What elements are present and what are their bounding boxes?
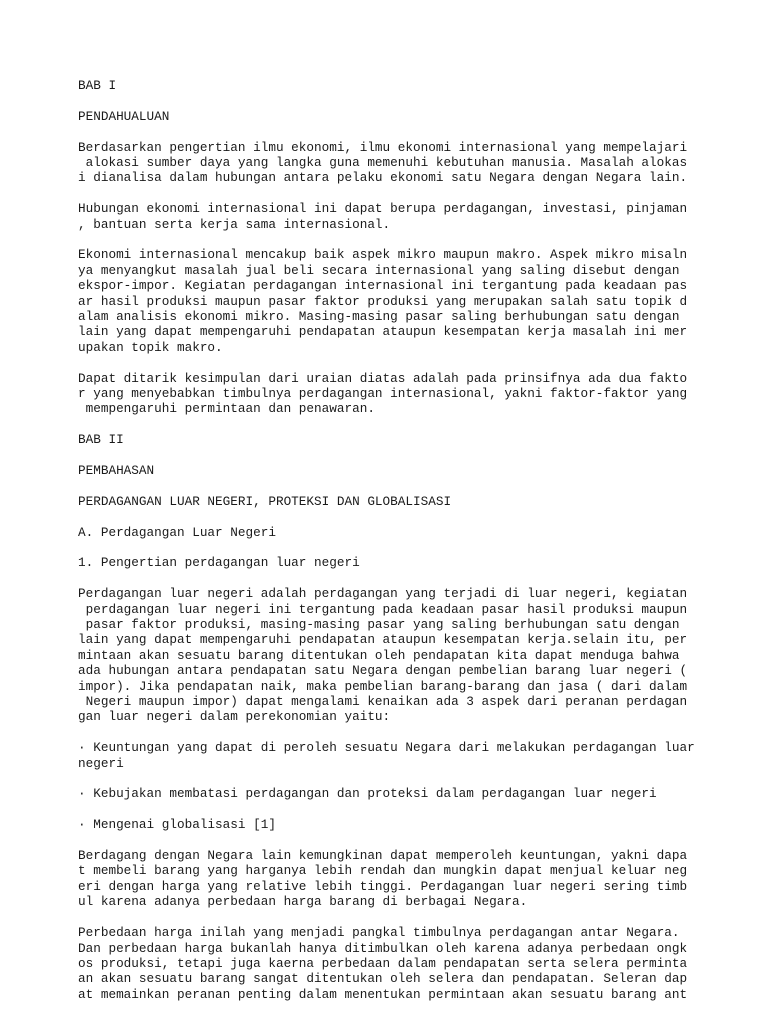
paragraph [78,586,708,725]
text-line: ya menyangkut masalah jual beli secara internasional yang saling disebut dengan [78,262,680,278]
text-line: ul karena adanya perbedaan harga barang di berbagai Negara. [78,894,528,910]
paragraph [78,140,708,186]
document-body [78,78,708,1018]
text-line: Dapat ditarik kesimpulan dari uraian diatas adalah pada prinsifnya ada dua fakto [78,370,688,386]
text-line: Berdasarkan pengertian ilmu ekonomi, ilmu ekonomi internasional yang mempelajari [78,139,688,155]
text-line: negeri [78,755,124,771]
paragraph [78,786,708,801]
text-line: eri dengan harga yang relative lebih tinggi. Perdagangan luar negeri sering timb [78,878,688,894]
text-line: r yang menyebabkan timbulnya perdagangan internasional, yakni faktor-faktor yang [78,386,688,402]
text-line: at memainkan peranan penting dalam menentukan permintaan akan sesuatu barang ant [78,986,688,1002]
text-line: · Keuntungan yang dapat di peroleh sesuatu Negara dari melakukan perdagangan luar [78,740,695,756]
text-line: Dan perbedaan harga bukanlah hanya ditimbulkan oleh karena adanya perbedaan ongk [78,940,688,956]
text-line: ar hasil produksi maupun pasar faktor produksi yang merupakan salah satu topik d [78,293,688,309]
text-line: mempengaruhi permintaan dan penawaran. [78,401,375,417]
text-line: A. Perdagangan Luar Negeri [78,524,276,540]
text-line: lain yang dapat mempengaruhi pendapatan ataupun kesempatan kerja.selain itu, per [78,632,688,648]
text-line: os produksi, tetapi juga kaerna perbedaan dalam pendapatan serta selera perminta [78,955,688,971]
paragraph [78,848,708,910]
text-line: t membeli barang yang harganya lebih rendah dan mungkin dapat menjual keluar neg [78,863,688,879]
text-line: PEMBAHASAN [78,463,155,479]
paragraph [78,109,708,124]
text-line: upakan topik makro. [78,339,223,355]
text-line: gan luar negeri dalam perekonomian yaitu: [78,709,391,725]
paragraph [78,201,708,232]
paragraph [78,817,708,832]
text-line: i dianalisa dalam hubungan antara pelaku ekonomi satu Negara dengan Negara lain. [78,170,688,186]
text-line: 1. Pengertian perdagangan luar negeri [78,555,360,571]
paragraph [78,247,708,355]
text-line: Perdagangan luar negeri adalah perdagangan yang terjadi di luar negeri, kegiatan [78,586,688,602]
paragraph [78,925,708,1002]
text-line: an akan sesuatu barang sangat ditentukan oleh selera dan pendapatan. Seleran dap [78,971,688,987]
paragraph [78,463,708,478]
text-line: · Kebujakan membatasi perdagangan dan proteksi dalam perdagangan luar negeri [78,786,657,802]
text-line: PENDAHUALUAN [78,108,170,124]
text-line: lain yang dapat mempengaruhi pendapatan ataupun kesempatan kerja masalah ini mer [78,324,688,340]
paragraph [78,525,708,540]
paragraph [78,555,708,570]
text-line: Negeri maupun impor) dapat mengalami kenaikan ada 3 aspek dari peranan perdagan [78,694,688,710]
paragraph [78,432,708,447]
text-line: mintaan akan sesuatu barang ditentukan oleh pendapatan kita dapat menduga bahwa [78,647,680,663]
text-line: · Mengenai globalisasi [1] [78,817,276,833]
text-line: Hubungan ekonomi internasional ini dapat berupa perdagangan, investasi, pinjaman [78,201,688,217]
text-line: BAB II [78,432,124,448]
text-line: impor). Jika pendapatan naik, maka pembelian barang-barang dan jasa ( dari dalam [78,678,688,694]
paragraph [78,78,708,93]
text-line: alam analisis ekonomi mikro. Masing-masing pasar saling berhubungan satu dengan [78,309,680,325]
text-line: Perbedaan harga inilah yang menjadi pangkal timbulnya perdagangan antar Negara. [78,925,680,941]
text-line: pasar faktor produksi, masing-masing pasar yang saling berhubungan satu dengan [78,617,680,633]
text-line: alokasi sumber daya yang langka guna memenuhi kebutuhan manusia. Masalah alokas [78,155,688,170]
paragraph [78,494,708,509]
text-line: , bantuan serta kerja sama internasional. [78,216,391,232]
text-line: BAB I [78,78,117,93]
text-line: Ekonomi internasional mencakup baik aspek mikro maupun makro. Aspek mikro misaln [78,247,688,263]
text-line: ada hubungan antara pendapatan satu Negara dengan pembelian barang luar negeri ( [78,663,688,679]
text-line: Berdagang dengan Negara lain kemungkinan dapat memperoleh keuntungan, yakni dapa [78,848,688,864]
paragraph [78,371,708,417]
text-line: PERDAGANGAN LUAR NEGERI, PROTEKSI DAN GLOBALISASI [78,493,452,509]
paragraph [78,740,708,771]
text-line: ekspor-impor. Kegiatan perdagangan internasional ini tergantung pada keadaan pas [78,278,688,294]
text-line: perdagangan luar negeri ini tergantung pada keadaan pasar hasil produksi maupun [78,601,688,617]
